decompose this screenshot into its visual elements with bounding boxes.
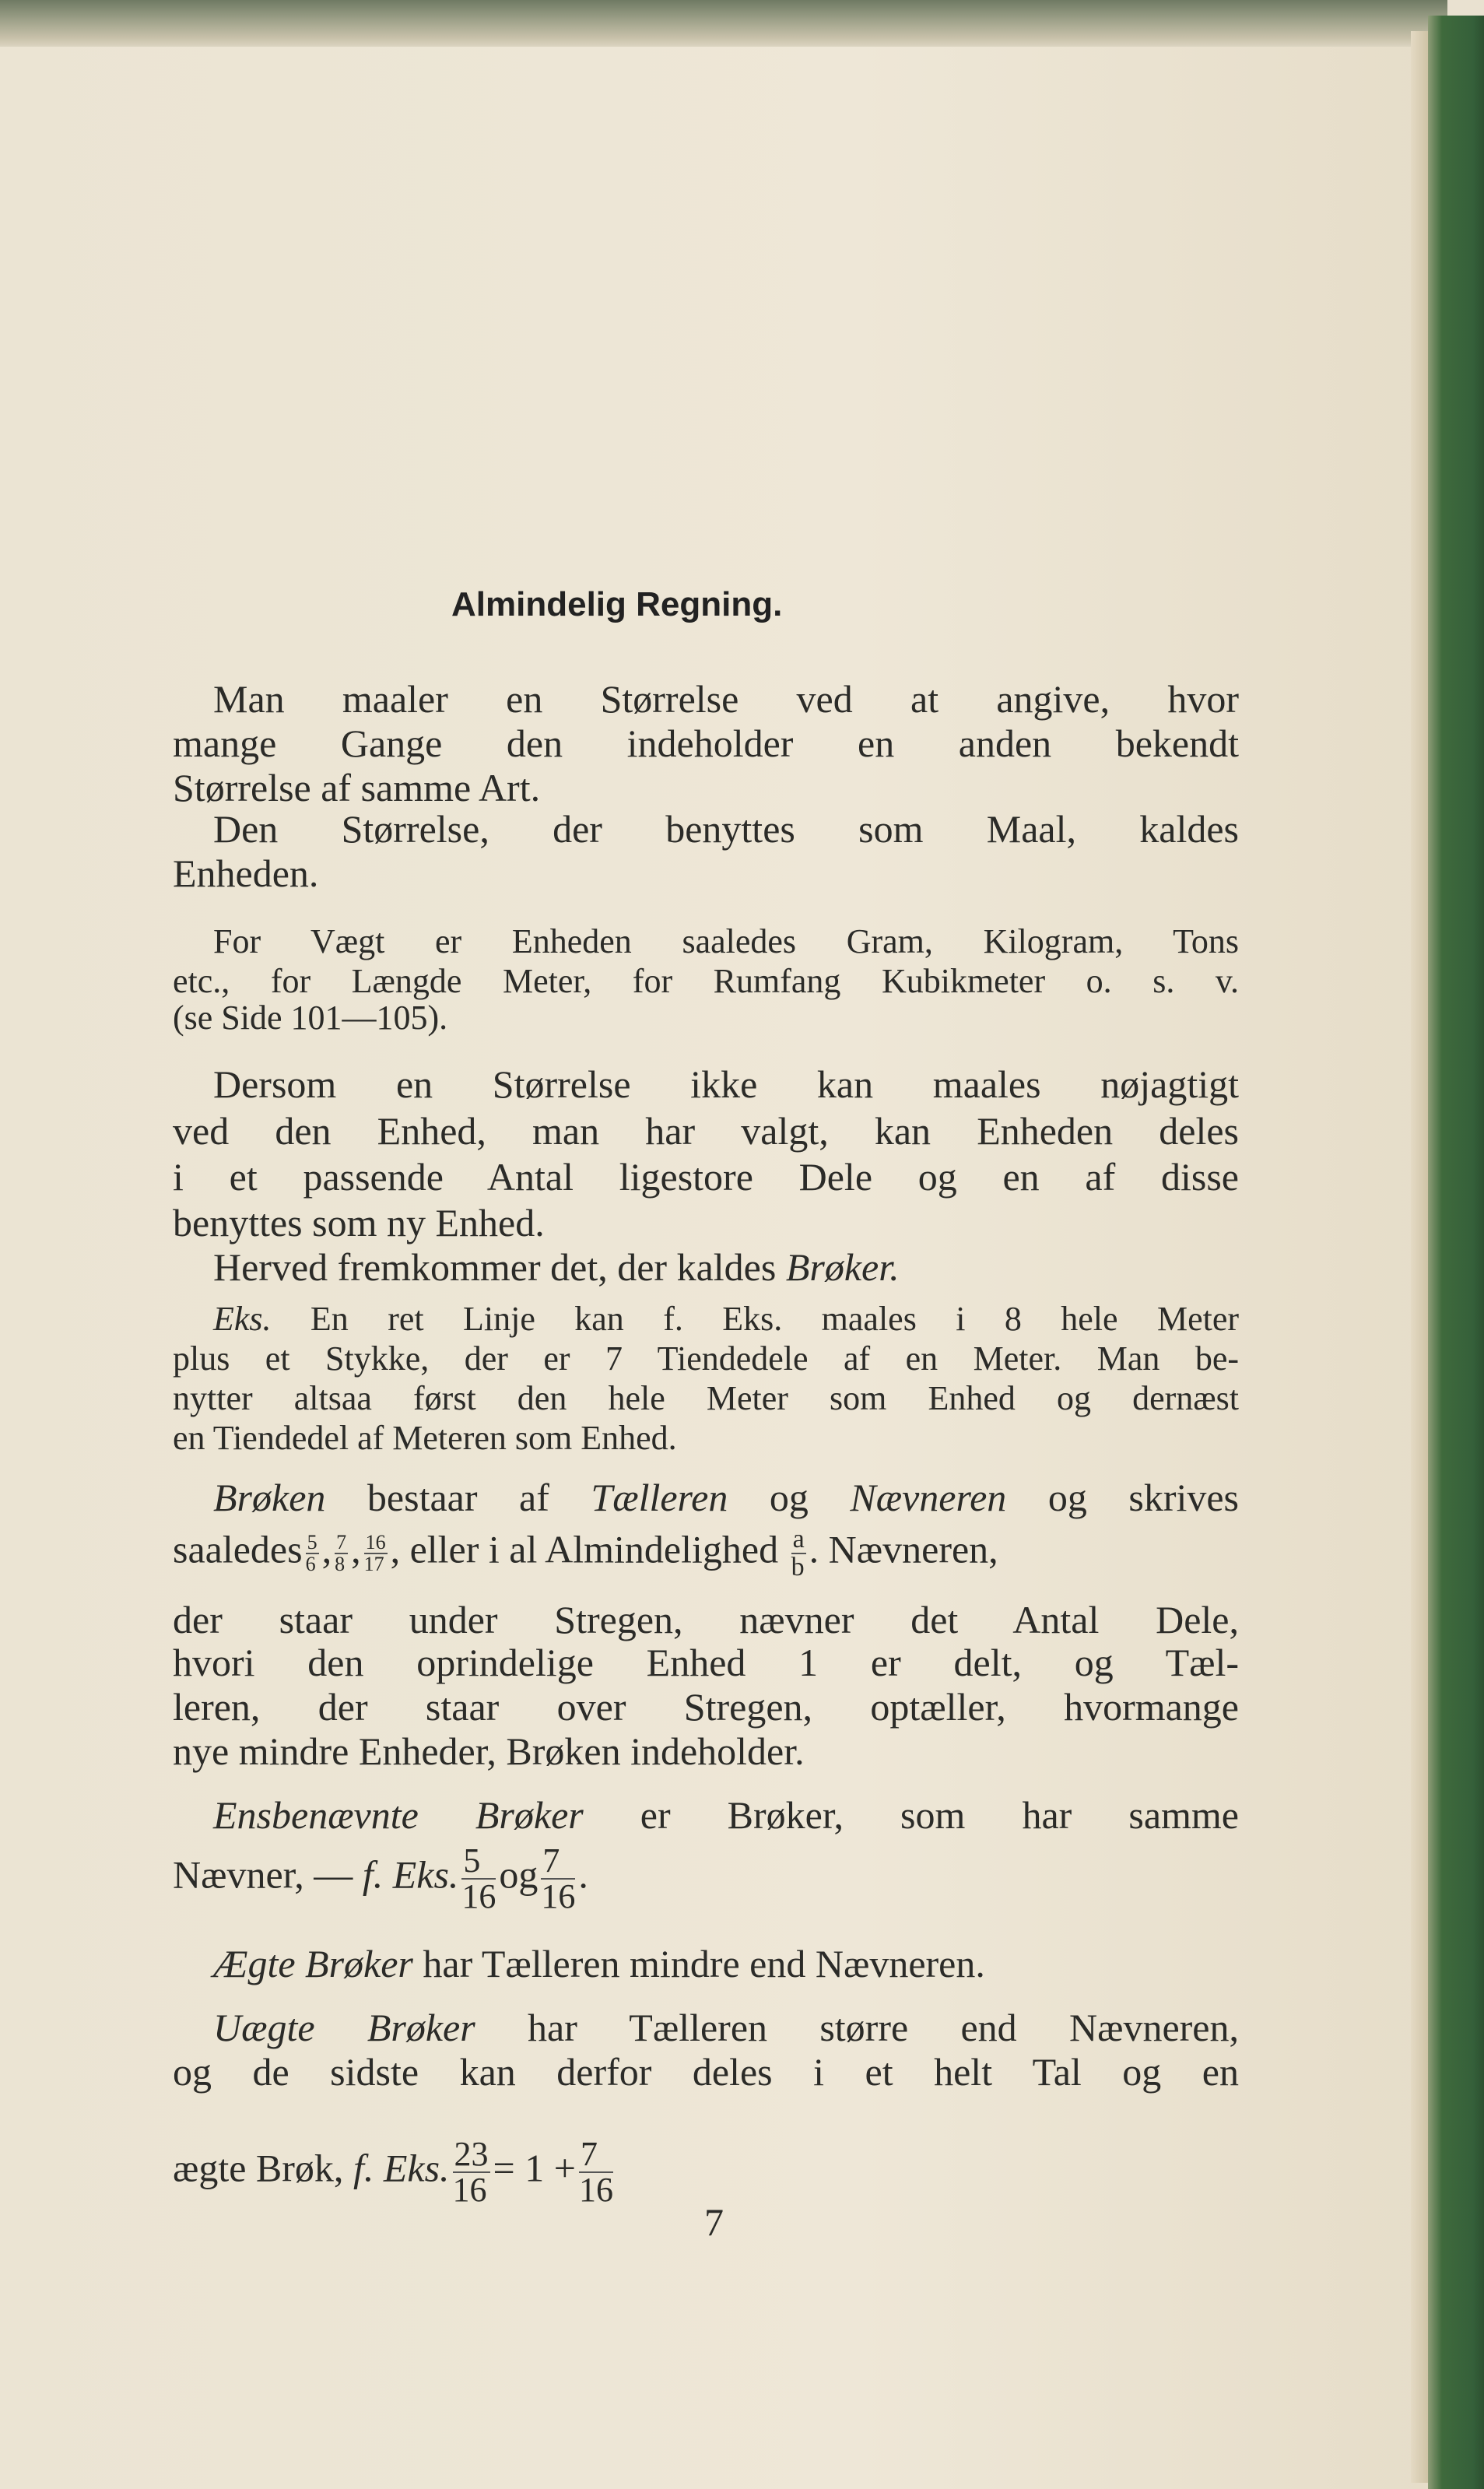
paragraph-line: Dersom en Størrelse ikke kan maales nøjagtigt bbox=[213, 1062, 1239, 1106]
emphasis: Brøker. bbox=[785, 1245, 900, 1289]
denominator: 6 bbox=[305, 1553, 316, 1575]
fraction bbox=[306, 1532, 319, 1574]
paragraph-line: etc., for Længde Meter, for Rumfang Kubikmeter o. s. v. bbox=[173, 962, 1239, 1000]
emphasis: Eks. bbox=[213, 1300, 272, 1338]
text: bestaar af bbox=[325, 1476, 591, 1519]
paragraph-line bbox=[173, 1942, 1239, 1985]
paragraph-line: og de sidste kan derfor deles i et helt Tal og en bbox=[173, 2050, 1239, 2094]
text: Herved fremkommer det, der kaldes bbox=[213, 1245, 786, 1289]
page-top-shadow bbox=[0, 0, 1447, 51]
paragraph-line: saaledes $\frac{5}{6}$ , $\frac{7}{8}$ , $\frac{16}{17}$ , eller i al Almindelighed $\frac{a}{b}$ . Nævneren, bbox=[173, 1525, 998, 1582]
paragraph-line: leren, der staar over Stregen, optæller, hvormange bbox=[173, 1685, 1239, 1729]
emphasis: Ensbenævnte Brøker bbox=[213, 1793, 584, 1837]
paragraph-line: nytter altsaa først den hele Meter som Enhed og dernæst bbox=[173, 1379, 1239, 1417]
text: og bbox=[499, 1852, 539, 1897]
text: har Tælleren større end Nævneren, bbox=[475, 2006, 1239, 2049]
text: eller i al Almindelighed bbox=[409, 1527, 779, 1571]
paragraph-line: hvori den oprindelige Enhed 1 er delt, og Tæl- bbox=[173, 1641, 1239, 1684]
section-title: Almindelig Regning. bbox=[451, 585, 783, 623]
denominator: 16 bbox=[452, 2171, 487, 2209]
text: og bbox=[728, 1476, 851, 1519]
paragraph-line: nye mindre Enheder, Brøken indeholder. bbox=[173, 1729, 805, 1773]
fraction bbox=[453, 2137, 490, 2207]
fraction bbox=[791, 1526, 806, 1581]
emphasis: Nævneren bbox=[850, 1476, 1007, 1519]
text: saaledes bbox=[173, 1527, 303, 1571]
paragraph-line: Størrelse af samme Art. bbox=[173, 766, 541, 809]
emphasis: Tælleren bbox=[591, 1476, 728, 1519]
text: har Tælleren mindre end Nævneren. bbox=[412, 1942, 985, 1985]
denominator: 16 bbox=[578, 2171, 613, 2209]
paragraph-line bbox=[173, 1793, 1239, 1837]
text: = 1 + bbox=[493, 2146, 576, 2190]
text: er Brøker, som har samme bbox=[583, 1793, 1239, 1837]
numerator: 23 bbox=[454, 2135, 489, 2173]
numerator: a bbox=[792, 1525, 805, 1553]
text: Nævner, — bbox=[173, 1852, 363, 1897]
fraction bbox=[364, 1532, 388, 1574]
text: En ret Linje kan f. Eks. maales i 8 hele Meter bbox=[271, 1300, 1239, 1338]
paragraph-line bbox=[173, 1297, 1239, 1341]
paragraph-line bbox=[173, 2006, 1239, 2049]
emphasis: f. Eks. bbox=[362, 1852, 459, 1897]
text: ægte Brøk, bbox=[173, 2146, 353, 2190]
paragraph-line bbox=[173, 2137, 1239, 2207]
denominator: b bbox=[791, 1553, 805, 1582]
denominator: 16 bbox=[461, 1877, 496, 1915]
numerator: 7 bbox=[579, 2137, 613, 2173]
numerator: 7 bbox=[336, 1531, 347, 1553]
paragraph-line: benyttes som ny Enhed. bbox=[173, 1201, 545, 1244]
denominator: 8 bbox=[335, 1553, 346, 1575]
numerator: 7 bbox=[541, 1844, 575, 1880]
paragraph-line: Enheden. bbox=[173, 851, 319, 895]
paragraph-line: en Tiendedel af Meteren som Enhed. bbox=[173, 1419, 677, 1457]
emphasis: Uægte Brøker bbox=[213, 2006, 475, 2049]
paragraph-line: plus et Stykke, der er 7 Tiendedele af en Meter. Man be- bbox=[173, 1339, 1239, 1378]
text: . bbox=[578, 1852, 588, 1897]
numerator: 16 bbox=[365, 1531, 386, 1553]
paragraph-line: (se Side 101—105). bbox=[173, 999, 448, 1037]
paragraph-line: For Vægt er Enheden saaledes Gram, Kilogram, Tons bbox=[213, 922, 1239, 960]
paragraph-line: i et passende Antal ligestore Dele og en af disse bbox=[173, 1155, 1239, 1199]
fraction bbox=[335, 1532, 348, 1574]
emphasis: f. Eks. bbox=[353, 2146, 450, 2190]
fraction bbox=[461, 1841, 496, 1915]
page-edges bbox=[1411, 31, 1428, 2483]
fraction bbox=[579, 2137, 613, 2207]
paragraph-line bbox=[173, 1841, 1239, 1915]
paragraph-line: Man maaler en Størrelse ved at angive, hvor bbox=[213, 677, 1239, 721]
paragraph-line bbox=[173, 1476, 1239, 1519]
numerator: 5 bbox=[461, 1844, 496, 1880]
book-cover-edge bbox=[1428, 16, 1484, 2489]
numerator: 5 bbox=[307, 1531, 317, 1553]
emphasis: Ægte Brøker bbox=[213, 1942, 413, 1985]
text: og skrives bbox=[1006, 1476, 1240, 1519]
emphasis: Brøken bbox=[213, 1476, 326, 1519]
denominator: 17 bbox=[363, 1553, 384, 1575]
denominator: 16 bbox=[541, 1877, 576, 1915]
paragraph-line: ved den Enhed, man har valgt, kan Enheden deles bbox=[173, 1109, 1239, 1153]
paragraph-line bbox=[173, 1245, 1239, 1289]
paragraph-line: mange Gange den indeholder en anden bekendt bbox=[173, 721, 1239, 765]
paragraph-line: Den Størrelse, der benyttes som Maal, kaldes bbox=[213, 807, 1239, 851]
paragraph-line: der staar under Stregen, nævner det Antal Dele, bbox=[173, 1598, 1239, 1641]
fraction bbox=[541, 1841, 576, 1915]
page-number: 7 bbox=[704, 2200, 724, 2244]
text: . Nævneren, bbox=[809, 1527, 998, 1571]
